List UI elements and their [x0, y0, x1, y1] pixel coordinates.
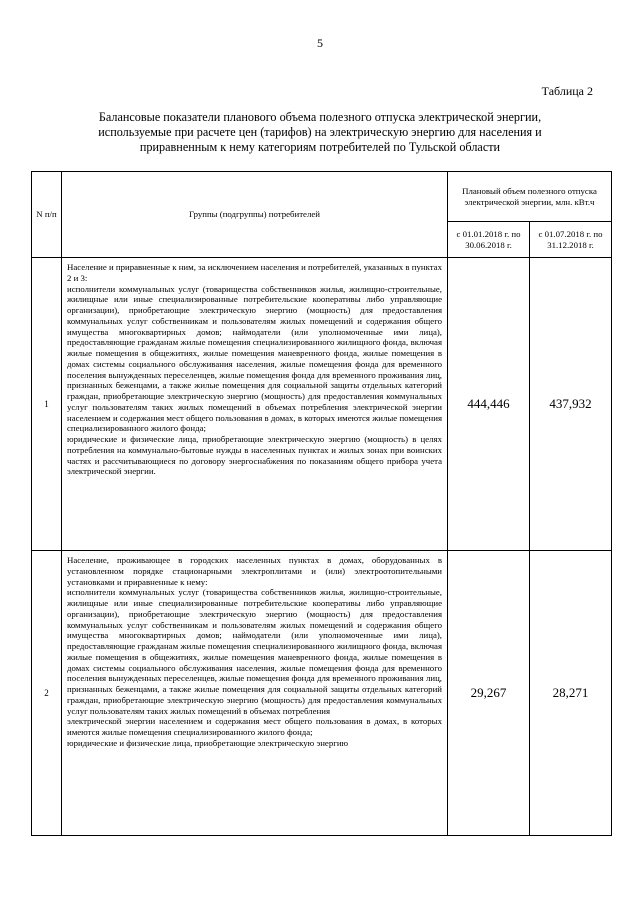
value-period-1: 29,267	[448, 551, 530, 836]
table-label: Таблица 2	[541, 84, 593, 98]
description-paragraph: юридические и физические лица, приобретающие электрическую энергию (мощность) в целях потребления на коммунально-бытовые нужды в населенных пунктах и жилых зонах при воинских частях и рассчитывающиеся по договору энергоснабжения по показаниям общего прибора учета электрической энергии.	[67, 434, 442, 477]
document-title: Балансовые показатели планового объема полезного отпуска электрической энергии, используемые при расчете цен (тарифов) на электрическую энергию для населения и приравненным к нему категориям потребителей по Тульской области	[98, 110, 542, 154]
header-period-1: с 01.01.2018 г. по 30.06.2018 г.	[448, 222, 530, 258]
row-number: 1	[32, 258, 62, 551]
balance-table	[31, 171, 612, 836]
header-consumer-groups: Группы (подгруппы) потребителей	[62, 172, 448, 258]
description-paragraph: Население и приравненные к ним, за исключением населения и потребителей, указанных в пунктах 2 и 3:	[67, 262, 442, 283]
row-description	[62, 551, 448, 836]
description-paragraph: электрической энергии населением и содержания мест общего пользования в домах, в которых имеются жилые помещения специализированного жилого фонда;	[67, 716, 442, 737]
description-paragraph: Население, проживающее в городских населенных пунктах в домах, оборудованных в установленном порядке стационарными электроплитами и (или) электроотопительными установками и приравненные к нему:	[67, 555, 442, 587]
page-number: 5	[317, 36, 323, 50]
header-period-2: с 01.07.2018 г. по 31.12.2018 г.	[530, 222, 612, 258]
description-paragraph: юридические и физические лица, приобретающие электрическую энергию	[67, 737, 349, 748]
header-planned-volume: Плановый объем полезного отпуска электрической энергии, млн. кВт.ч	[448, 172, 612, 222]
row-number: 2	[32, 551, 62, 836]
value-period-1: 444,446	[448, 258, 530, 551]
description-paragraph: исполнители коммунальных услуг (товарищества собственников жилья, жилищно-строительные, жилищные или иные специализированные потребительские кооперативы либо управляющие организации), приобретающие электрическую энергию (мощность) для предоставления коммунальных услуг собственникам и пользователям жилых помещений и содержания общего имущества многоквартирных домов; наймодатели (или уполномоченные ими лица), предоставляющие гражданам жилые помещения специализированного жилищного фонда, включая жилые помещения в общежитиях, жилые помещения маневренного фонда, жилые помещения в домах системы социального обслуживания населения, жилые помещения фонда для временного поселения вынужденных переселенцев, жилые помещения фонда для временного проживания лиц, признанных беженцами, а также жилые помещения для социальной защиты отдельных категорий граждан, приобретающие электрическую энергию (мощность) для предоставления коммунальных услуг пользователям таких жилых помещений в объемах потребления электрической энергии населением и содержания мест общего пользования в домах, в которых имеются жилые помещения специализированного жилого фонда;	[67, 283, 442, 434]
value-period-2: 437,932	[530, 258, 612, 551]
table-row	[32, 258, 612, 551]
table-row	[32, 551, 612, 836]
value-period-2: 28,271	[530, 551, 612, 836]
description-paragraph: исполнители коммунальных услуг (товарищества собственников жилья, жилищно-строительные, жилищные или иные специализированные потребительские кооперативы либо управляющие организации), приобретающие электрическую энергию (мощность) для предоставления коммунальных услуг собственникам и пользователям жилых помещений и содержания общего имущества многоквартирных домов; наймодатели (или уполномоченные ими лица), предоставляющие гражданам жилые помещения специализированного жилищного фонда, включая жилые помещения в общежитиях, жилые помещения маневренного фонда, жилые помещения в домах системы социального обслуживания населения, жилые помещения фонда для временного поселения вынужденных переселенцев, жилые помещения фонда для временного проживания лиц, признанных беженцами, а также жилые помещения для социальной защиты отдельных категорий граждан, приобретающие электрическую энергию (мощность) для предоставления коммунальных услуг пользователям таких жилых помещений в объемах потребления	[67, 587, 442, 716]
header-number: N п/п	[32, 172, 62, 258]
row-description	[62, 258, 448, 551]
